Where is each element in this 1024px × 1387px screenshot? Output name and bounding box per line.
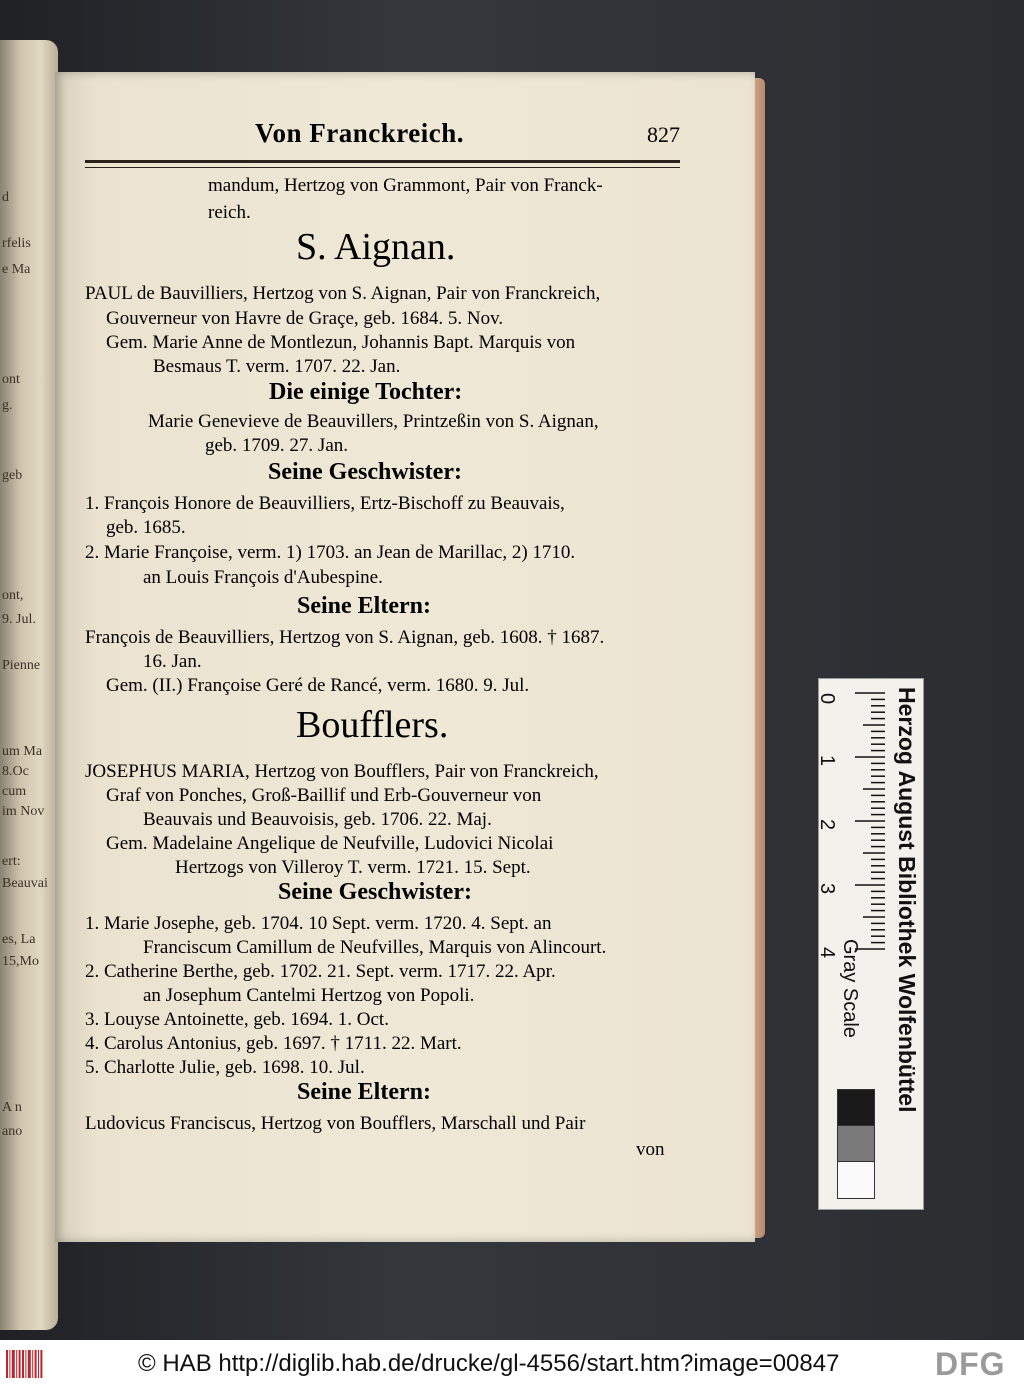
text-line: 16. Jan. (143, 651, 202, 672)
text-line: Gem. (II.) Françoise Geré de Rancé, verm. 1680. 9. Jul. (106, 675, 530, 696)
ruler-digit: 0 (816, 692, 839, 705)
text-line: Franciscum Camillum de Neufvilles, Marquis von Alincourt. (143, 937, 607, 958)
prev-page-fragment: 15,Mo (2, 954, 39, 969)
subheading: Die einige Tochter: (269, 379, 463, 405)
copyright-link[interactable]: © HAB http://diglib.hab.de/drucke/gl-4556/start.htm?image=00847 (138, 1350, 840, 1377)
text-line: geb. 1709. 27. Jan. (205, 435, 349, 456)
text-line: Ludovicus Franciscus, Hertzog von Boufflers, Marschall und Pair (85, 1113, 586, 1134)
text-line: François de Beauvilliers, Hertzog von S. Aignan, geb. 1608. † 1687. (85, 627, 605, 648)
section-title: Boufflers. (296, 704, 449, 746)
ruler-text (889, 679, 923, 1209)
barcode-bar (9, 1350, 10, 1378)
prev-page-fragment: ano (2, 1124, 23, 1139)
text-line: von (636, 1139, 665, 1160)
prev-page-fragment: ont (2, 372, 20, 387)
barcode-bar (22, 1350, 24, 1378)
dfg-logo: DFG (935, 1346, 1006, 1382)
prev-page-fragment: um Ma (2, 744, 43, 759)
barcode-bar (28, 1350, 31, 1378)
prev-page-fragment: geb (2, 468, 23, 483)
scale-ruler (818, 678, 924, 1210)
text-line: an Louis François d'Aubespine. (143, 567, 383, 588)
text-line: PAUL de Bauvilliers, Hertzog von S. Aignan, Pair von Franckreich, (85, 283, 601, 304)
subheading: Seine Geschwister: (278, 879, 472, 905)
running-head-title: Von Franckreich. (255, 118, 465, 148)
text-line: an Josephum Cantelmi Hertzog von Popoli. (143, 985, 475, 1006)
text-line: mandum, Hertzog von Grammont, Pair von Franck- (208, 175, 603, 196)
barcode-bar (32, 1350, 33, 1378)
head-rule (85, 160, 680, 168)
prev-page-fragment: d (2, 190, 9, 205)
text-line: Beauvais und Beauvoisis, geb. 1706. 22. Maj. (143, 809, 492, 830)
subheading: Seine Eltern: (297, 593, 431, 619)
gray-scale-label: Gray Scale (839, 939, 861, 1038)
text-line: Gem. Madelaine Angelique de Neufville, Ludovici Nicolai (106, 833, 554, 854)
previous-page-edge (0, 40, 58, 1330)
barcode-bar (6, 1350, 8, 1378)
section-title: S. Aignan. (296, 226, 456, 268)
text-line: geb. 1685. (106, 517, 186, 538)
barcode-bar (38, 1350, 39, 1378)
prev-page-fragment: cum (2, 784, 27, 799)
barcode-bar (19, 1350, 21, 1378)
gray-swatch (837, 1161, 875, 1199)
text-line: 5. Charlotte Julie, geb. 1698. 10. Jul. (85, 1057, 365, 1078)
prev-page-fragment: Pienne (2, 658, 41, 673)
prev-page-fragment: es, La (2, 932, 36, 947)
text-line: 1. François Honore de Beauvilliers, Ertz-Bischoff zu Beauvais, (85, 493, 565, 514)
hab-barcode-logo-icon (6, 1350, 46, 1378)
barcode-bar (12, 1350, 15, 1378)
prev-page-fragment: g. (2, 398, 13, 413)
text-line: Besmaus T. verm. 1707. 22. Jan. (153, 356, 401, 377)
page-number: 827 (647, 122, 680, 147)
text-line: Gem. Marie Anne de Montlezun, Johannis Bapt. Marquis von (106, 332, 576, 353)
text-line: 2. Catherine Berthe, geb. 1702. 21. Sept. verm. 1717. 22. Apr. (85, 961, 556, 982)
text-line: reich. (208, 202, 251, 223)
text-line: Marie Genevieve de Beauvillers, Printzeßin von S. Aignan, (148, 411, 599, 432)
gray-swatch (837, 1089, 875, 1127)
prev-page-fragment: e Ma (2, 262, 31, 277)
prev-page-fragment: 9. Jul. (2, 612, 36, 627)
prev-page-fragment: Beauvai (2, 876, 48, 891)
ruler-digit: 2 (816, 818, 839, 831)
footer-bar (0, 1340, 1024, 1387)
text-line: Gouverneur von Havre de Graçe, geb. 1684. 5. Nov. (106, 308, 504, 329)
subheading: Seine Geschwister: (268, 459, 462, 485)
barcode-bar (35, 1350, 37, 1378)
ruler-digit: 3 (816, 882, 839, 895)
ruler-digit: 4 (816, 946, 839, 959)
text-line: JOSEPHUS MARIA, Hertzog von Boufflers, Pair von Franckreich, (85, 761, 599, 782)
subheading: Seine Eltern: (297, 1079, 431, 1105)
institution-name: Herzog August Bibliothek Wolfenbüttel (894, 687, 920, 1113)
prev-page-fragment: rfelis (2, 236, 31, 251)
prev-page-fragment: im Nov (2, 804, 45, 819)
text-line: 2. Marie Françoise, verm. 1) 1703. an Jean de Marillac, 2) 1710. (85, 542, 576, 563)
running-head (200, 118, 680, 158)
prev-page-fragment: ont, (2, 588, 24, 603)
barcode-bar (40, 1350, 42, 1378)
prev-page-fragment: 8.Oc (2, 764, 29, 779)
ruler-digit: 1 (816, 754, 839, 767)
prev-page-fragment: A n (2, 1100, 22, 1115)
gray-swatch (837, 1125, 875, 1163)
text-line: Graf von Ponches, Groß-Baillif und Erb-Gouverneur von (106, 785, 542, 806)
barcode-bar (25, 1350, 26, 1378)
prev-page-fragment: ert: (2, 854, 21, 869)
text-line: 3. Louyse Antoinette, geb. 1694. 1. Oct. (85, 1009, 389, 1030)
text-line: Hertzogs von Villeroy T. verm. 1721. 15. Sept. (175, 857, 531, 878)
text-line: 1. Marie Josephe, geb. 1704. 10 Sept. verm. 1720. 4. Sept. an (85, 913, 552, 934)
text-line: 4. Carolus Antonius, geb. 1697. † 1711. 22. Mart. (85, 1033, 462, 1054)
barcode-bar (16, 1350, 17, 1378)
